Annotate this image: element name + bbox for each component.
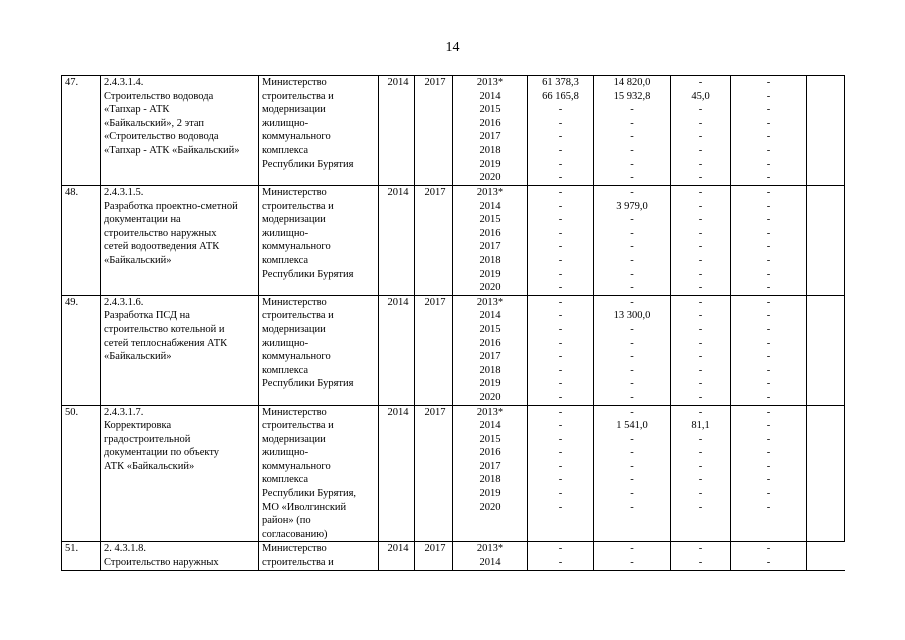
funding-value: - [558,323,563,335]
year-value: 2013* [476,406,504,418]
funding-value: - [698,187,703,198]
years-cell [453,295,528,405]
year-value: 2016 [479,337,501,349]
funding-value: - [558,378,563,390]
start-year: 2014 [379,405,415,542]
funding-value: - [766,406,771,418]
funding-column-4 [731,76,807,186]
measure-title-line: документации на [104,214,181,226]
measure-title-line: градостроительной [104,433,191,445]
year-value: 2013* [476,77,504,88]
funding-value: - [698,104,703,116]
funding-value: - [630,296,634,308]
funding-value: - [558,172,563,184]
funding-value: - [630,447,634,459]
responsible-cell [259,76,379,186]
row-number: 49. [62,295,101,405]
measure-title-line: «Тапхар - АТК «Байкальский» [104,144,240,156]
funding-value: - [630,460,634,472]
funding-value: - [630,268,634,280]
funding-value: - [558,433,563,445]
funding-value: - [558,241,563,253]
measure-title-line: Строительство водовода [104,90,214,102]
blank-cell [807,542,845,570]
funding-value: - [558,200,563,212]
measure-cell [101,76,259,186]
funding-value: - [698,433,703,445]
responsible-line: комплекса [262,254,309,266]
funding-value: - [558,296,563,308]
measure-cell [101,295,259,405]
responsible-cell [259,186,379,296]
measure-title-line: Строительство наружных [104,557,219,569]
funding-value: - [630,474,634,486]
funding-value: - [558,131,563,143]
funding-value: - [766,378,771,390]
funding-value: - [698,447,703,459]
responsible-line: согласованию) [262,528,328,540]
table-row [62,76,845,186]
end-year: 2017 [415,186,453,296]
responsible-line: модернизации [262,433,326,445]
funding-column-1 [528,295,594,405]
responsible-line: строительства и [262,420,334,432]
blank-cell [807,295,845,405]
years-cell [453,186,528,296]
measure-title-line: документации по объекту [104,447,220,459]
funding-value: - [558,557,563,569]
funding-value: - [630,364,634,376]
funding-value: - [766,296,771,308]
year-value: 2015 [479,104,501,116]
measure-title-line: Корректировка [104,420,172,432]
year-value: 2020 [479,282,501,294]
funding-value: - [630,187,634,198]
funding-value: 3 979,0 [616,200,648,212]
funding-value: - [698,241,703,253]
funding-value: - [558,117,563,129]
responsible-line: Республики Бурятия [262,158,354,170]
funding-value: - [558,310,563,322]
responsible-line: район» (по [262,515,311,527]
funding-value: - [698,131,703,143]
funding-value: - [698,268,703,280]
funding-column-1 [528,542,594,570]
funding-value: - [698,501,703,513]
funding-value: - [558,420,563,432]
funding-value: - [766,474,771,486]
funding-value: - [698,214,703,226]
responsible-line: комплекса [262,474,309,486]
funding-value: - [766,557,771,569]
funding-value: - [558,406,563,418]
funding-column-4 [731,186,807,296]
start-year: 2014 [379,76,415,186]
year-value: 2015 [479,433,501,445]
funding-value: - [698,172,703,184]
row-number: 47. [62,76,101,186]
funding-value: - [630,323,634,335]
responsible-line: жилищно- [262,117,309,129]
funding-value: - [630,172,634,184]
funding-value: - [766,364,771,376]
funding-value: 45,0 [691,90,710,102]
responsible-line: Министерство [262,406,327,418]
year-value: 2017 [479,131,501,143]
funding-value: - [558,460,563,472]
funding-column-4 [731,405,807,542]
funding-value: - [766,447,771,459]
funding-value: - [766,337,771,349]
funding-value: - [558,187,563,198]
years-cell [453,542,528,570]
funding-value: - [698,77,703,88]
year-value: 2017 [479,460,501,472]
funding-value: - [766,241,771,253]
blank-cell [807,76,845,186]
funding-value: - [698,391,703,403]
funding-value: - [630,391,634,403]
funding-value: - [630,433,634,445]
funding-value: 15 932,8 [613,90,651,102]
funding-value: - [698,460,703,472]
funding-value: - [558,337,563,349]
year-value: 2015 [479,323,501,335]
funding-value: - [766,433,771,445]
row-number: 50. [62,405,101,542]
measure-title-line: «Строительство водовода [104,131,219,143]
funding-column-2 [594,405,671,542]
funding-value: - [558,474,563,486]
measure-title-line: строительство наружных [104,227,217,239]
table-row [62,295,845,405]
funding-value: - [766,172,771,184]
row-number: 51. [62,542,101,570]
responsible-line: коммунального [262,351,331,363]
funding-value: - [630,104,634,116]
year-value: 2020 [479,501,501,513]
funding-value: - [698,117,703,129]
funding-column-2 [594,542,671,570]
funding-value: - [766,158,771,170]
row-number: 48. [62,186,101,296]
funding-value: - [698,543,703,555]
years-cell [453,405,528,542]
funding-value: - [698,378,703,390]
measure-cell [101,542,259,570]
funding-value: - [766,254,771,266]
page-number: 14 [445,40,460,55]
funding-value: - [698,310,703,322]
funding-value: - [630,144,634,156]
funding-value: - [558,268,563,280]
funding-value: - [698,144,703,156]
funding-value: - [630,131,634,143]
year-value: 2014 [479,200,501,212]
start-year: 2014 [379,542,415,570]
funding-column-4 [731,295,807,405]
funding-value: - [630,214,634,226]
funding-column-3 [671,76,731,186]
responsible-cell [259,542,379,570]
funding-value: - [698,364,703,376]
year-value: 2016 [479,227,501,239]
table-row [62,542,845,570]
funding-value: - [766,460,771,472]
year-value: 2014 [479,90,501,102]
funding-value: - [630,406,634,418]
responsible-line: модернизации [262,323,326,335]
funding-value: - [630,378,634,390]
measure-title-line: Разработка ПСД на [104,310,190,322]
funding-column-2 [594,76,671,186]
funding-value: - [766,488,771,500]
responsible-line: жилищно- [262,447,309,459]
end-year: 2017 [415,542,453,570]
funding-value: - [630,241,634,253]
year-value: 2020 [479,172,501,184]
year-value: 2019 [479,378,501,390]
funding-value: - [766,501,771,513]
start-year: 2014 [379,186,415,296]
funding-value: 66 165,8 [542,90,579,102]
responsible-line: коммунального [262,131,331,143]
measure-title-line: сетей теплоснабжения АТК [104,337,228,349]
funding-value: - [558,501,563,513]
end-year: 2017 [415,405,453,542]
funding-value: - [698,406,703,418]
funding-value: - [630,351,634,363]
measure-title-line: АТК «Байкальский» [104,460,195,472]
responsible-line: коммунального [262,460,331,472]
funding-value: - [558,364,563,376]
funding-column-2 [594,295,671,405]
funding-value: - [766,187,771,198]
funding-value: - [766,543,771,555]
year-value: 2016 [479,117,501,129]
measure-title-line: «Тапхар - АТК [104,104,170,116]
year-value: 2018 [479,144,501,156]
funding-value: 81,1 [691,420,710,432]
funding-value: - [558,447,563,459]
funding-value: - [630,227,634,239]
year-value: 2020 [479,391,501,403]
year-value: 2013* [476,187,504,198]
funding-value: - [558,488,563,500]
year-value: 2014 [479,420,501,432]
funding-value: - [766,227,771,239]
end-year: 2017 [415,76,453,186]
responsible-cell [259,405,379,542]
funding-value: - [558,144,563,156]
funding-value: 14 820,0 [613,77,651,88]
responsible-line: Республики Бурятия [262,268,354,280]
funding-value: - [698,557,703,569]
measure-code: 2.4.3.1.5. [104,187,144,198]
funding-value: - [558,227,563,239]
year-value: 2019 [479,158,501,170]
funding-column-1 [528,186,594,296]
funding-value: - [698,158,703,170]
funding-value: - [766,351,771,363]
year-value: 2017 [479,351,501,363]
funding-column-3 [671,186,731,296]
funding-value: - [698,200,703,212]
table-row [62,186,845,296]
funding-value: - [766,323,771,335]
funding-column-1 [528,405,594,542]
funding-value: - [558,282,563,294]
funding-value: 61 378,3 [542,77,579,88]
funding-value: - [630,282,634,294]
end-year: 2017 [415,295,453,405]
funding-value: - [558,104,563,116]
measure-cell [101,405,259,542]
funding-value: - [698,296,703,308]
year-value: 2019 [479,268,501,280]
responsible-line: модернизации [262,214,326,226]
start-year: 2014 [379,295,415,405]
funding-value: - [630,158,634,170]
funding-column-4 [731,542,807,570]
funding-value: - [558,391,563,403]
responsible-cell [259,295,379,405]
measure-code: 2.4.3.1.7. [104,406,144,418]
blank-cell [807,405,845,542]
responsible-line: строительства и [262,557,334,569]
funding-value: 1 541,0 [616,420,648,432]
program-table [61,75,845,571]
years-cell [453,76,528,186]
funding-column-3 [671,405,731,542]
responsible-line: коммунального [262,241,331,253]
measure-code: 2.4.3.1.6. [104,296,144,308]
funding-value: - [558,158,563,170]
funding-value: - [766,104,771,116]
measure-cell [101,186,259,296]
funding-value: - [630,501,634,513]
funding-value: - [630,543,634,555]
measure-code: 2.4.3.1.4. [104,77,144,88]
funding-value: - [766,117,771,129]
funding-value: 13 300,0 [613,310,651,322]
measure-title-line: Разработка проектно-сметной [104,200,238,212]
year-value: 2015 [479,214,501,226]
funding-value: - [558,543,563,555]
responsible-line: жилищно- [262,337,309,349]
year-value: 2019 [479,488,501,500]
responsible-line: комплекса [262,144,309,156]
responsible-line: Министерство [262,296,327,308]
year-value: 2016 [479,447,501,459]
responsible-line: Республики Бурятия [262,378,354,390]
funding-value: - [698,282,703,294]
responsible-line: Республики Бурятия, [262,488,357,500]
funding-value: - [766,282,771,294]
funding-value: - [558,254,563,266]
measure-title-line: «Байкальский» [104,254,172,266]
funding-value: - [698,323,703,335]
funding-value: - [698,351,703,363]
measure-title-line: «Байкальский», 2 этап [104,117,205,129]
funding-value: - [698,337,703,349]
funding-value: - [766,391,771,403]
year-value: 2017 [479,241,501,253]
responsible-line: Министерство [262,187,327,198]
year-value: 2018 [479,364,501,376]
year-value: 2013* [476,296,504,308]
responsible-line: Министерство [262,77,327,88]
responsible-line: строительства и [262,90,334,102]
funding-value: - [630,488,634,500]
funding-value: - [766,131,771,143]
funding-value: - [766,214,771,226]
blank-cell [807,186,845,296]
responsible-line: модернизации [262,104,326,116]
funding-value: - [630,557,634,569]
table-row [62,405,845,542]
funding-value: - [630,337,634,349]
funding-value: - [766,77,771,88]
measure-title-line: «Байкальский» [104,351,172,363]
responsible-line: жилищно- [262,227,309,239]
funding-value: - [766,144,771,156]
funding-column-1 [528,76,594,186]
responsible-line: строительства и [262,310,334,322]
funding-value: - [698,488,703,500]
funding-value: - [558,214,563,226]
funding-value: - [766,200,771,212]
funding-column-3 [671,295,731,405]
funding-value: - [630,117,634,129]
year-value: 2014 [479,310,501,322]
measure-code: 2. 4.3.1.8. [104,543,146,555]
funding-value: - [766,420,771,432]
measure-title-line: строительство котельной и [104,323,225,335]
responsible-line: строительства и [262,200,334,212]
responsible-line: МО «Иволгинский [262,501,347,513]
funding-value: - [766,90,771,102]
funding-value: - [698,474,703,486]
year-value: 2013* [476,543,504,555]
responsible-line: Министерство [262,543,327,555]
year-value: 2014 [479,557,501,569]
year-value: 2018 [479,254,501,266]
responsible-line: комплекса [262,364,309,376]
funding-value: - [766,310,771,322]
measure-title-line: сетей водоотведения АТК [104,241,220,253]
funding-value: - [766,268,771,280]
funding-column-2 [594,186,671,296]
funding-value: - [630,254,634,266]
funding-column-3 [671,542,731,570]
year-value: 2018 [479,474,501,486]
funding-value: - [698,227,703,239]
funding-value: - [558,351,563,363]
funding-value: - [698,254,703,266]
